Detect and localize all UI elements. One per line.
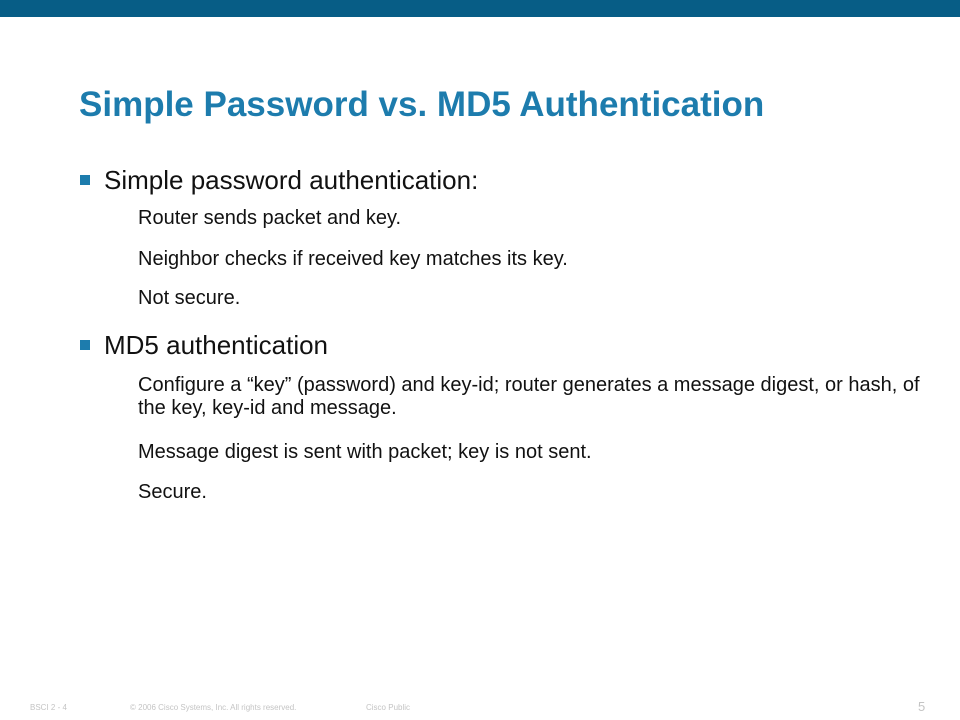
list-item: Configure a “key” (password) and key-id; router generates a message digest, or hash, of the key, key-id and message. <box>138 374 920 419</box>
footer-classification: Cisco Public <box>366 703 411 712</box>
list-item: Neighbor checks if received key matches its key. <box>138 248 568 270</box>
list-item: Secure. <box>138 481 207 503</box>
list-item: Not secure. <box>138 287 241 309</box>
page-number: 5 <box>918 699 926 714</box>
section-heading: MD5 authentication <box>104 330 329 360</box>
footer-copyright: © 2006 Cisco Systems, Inc. All rights reserved. <box>130 703 297 712</box>
slide-title: Simple Password vs. MD5 Authentication <box>79 85 765 124</box>
bullet-square-icon <box>80 175 90 185</box>
footer-course: BSCI 2 - 4 <box>30 703 67 712</box>
list-item: Router sends packet and key. <box>138 207 402 229</box>
bullet-square-icon <box>80 340 90 350</box>
section-heading: Simple password authentication: <box>104 165 479 195</box>
list-item: Message digest is sent with packet; key is not sent. <box>138 441 592 463</box>
